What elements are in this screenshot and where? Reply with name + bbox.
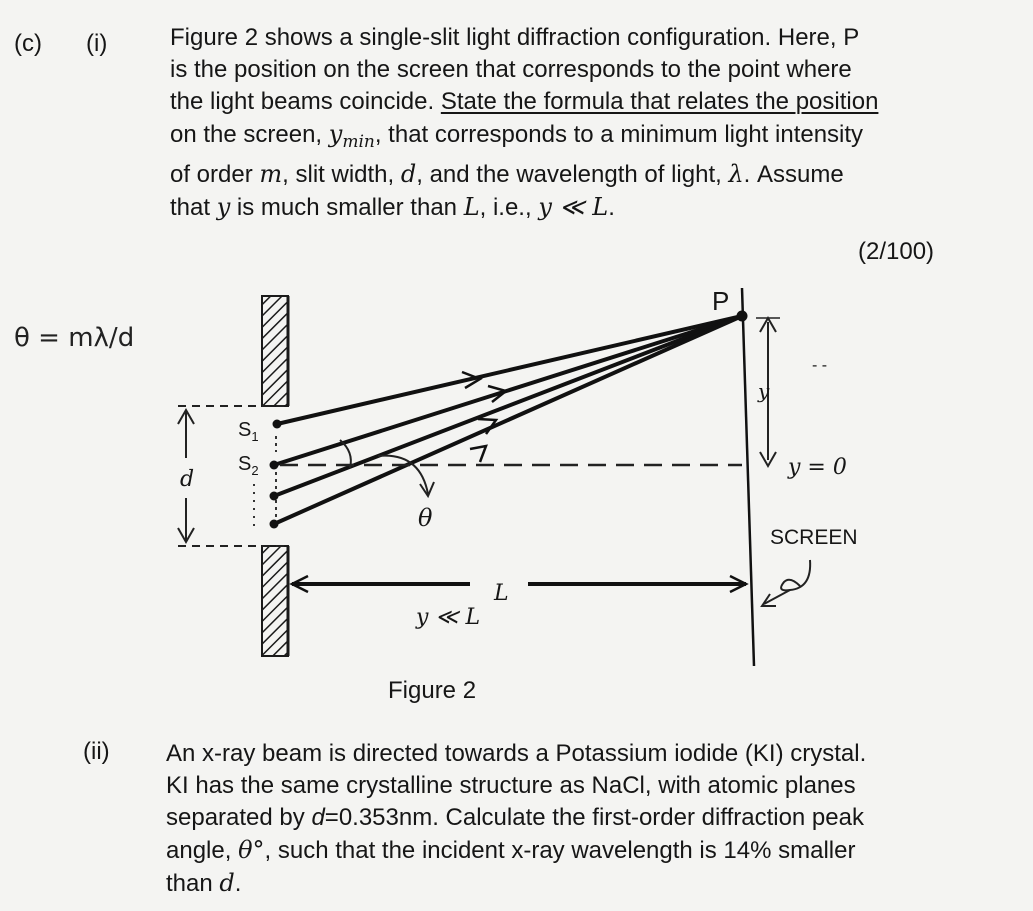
svg-text:- -: - - [812,357,828,374]
q-ii-line-1: An x-ray beam is directed towards a Potassium iodide (KI) crystal. [166,740,867,767]
slit-wall-top [262,296,288,406]
s1-label: $S_1$ [238,419,259,444]
q-ii-line-4: angle, θ°, such that the incident x-ray wavelength is 14% smaller [166,836,856,864]
marks-label: (2/100) [858,238,935,265]
screen-line [742,288,754,666]
q-ii-line-3: separated by d=0.353nm. Calculate the first-order diffraction peak [166,804,864,831]
point-p [737,311,748,322]
screen-label: SCREEN [770,526,858,549]
ray-4 [274,316,742,524]
point-p-label: P [712,286,730,316]
handwritten-formula: θ = mλ/d [14,323,135,353]
y-zero-label: y = 0 [788,455,847,480]
sub-label-ii: (ii) [83,738,110,765]
figure-caption: Figure 2 [388,677,477,704]
q-i-line-3: the light beams coincide. State the formula that relates the position [170,88,879,115]
d-label: d [180,467,195,492]
q-i-line-2: is the position on the screen that corresponds to the point where [170,56,852,83]
q-ii-line-2: KI has the same crystalline structure as NaCl, with atomic planes [166,772,856,799]
part-label-c: (c) [14,30,42,57]
y-label: y [758,379,770,403]
q-i-line-6: that y is much smaller than L, i.e., y ≪ L. [170,193,615,221]
q-i-line-1: Figure 2 shows a single-slit light diffraction configuration. Here, P [170,24,860,51]
l-label: L [494,581,509,606]
ray-3 [274,316,742,496]
ray-1 [277,316,742,424]
underlined-instruction: State the formula that relates the position [440,88,879,115]
y-much-less-l: y ≪ L [416,605,481,630]
question-ii-text [166,738,966,900]
q-i-line-4: on the screen, $y_{min}$, that corresponds to a minimum light intensity [170,120,864,152]
s2-label: $S_2$ [238,453,259,478]
q-ii-line-5: than d. [166,869,242,897]
theta-label: θ [418,504,433,532]
q-i-line-5: of order m, slit width, d, and the wavelength of light, λ. Assume [170,160,844,188]
light-rays [274,316,742,524]
slit-wall-bottom [262,546,288,656]
sub-label-i: (i) [86,30,108,57]
